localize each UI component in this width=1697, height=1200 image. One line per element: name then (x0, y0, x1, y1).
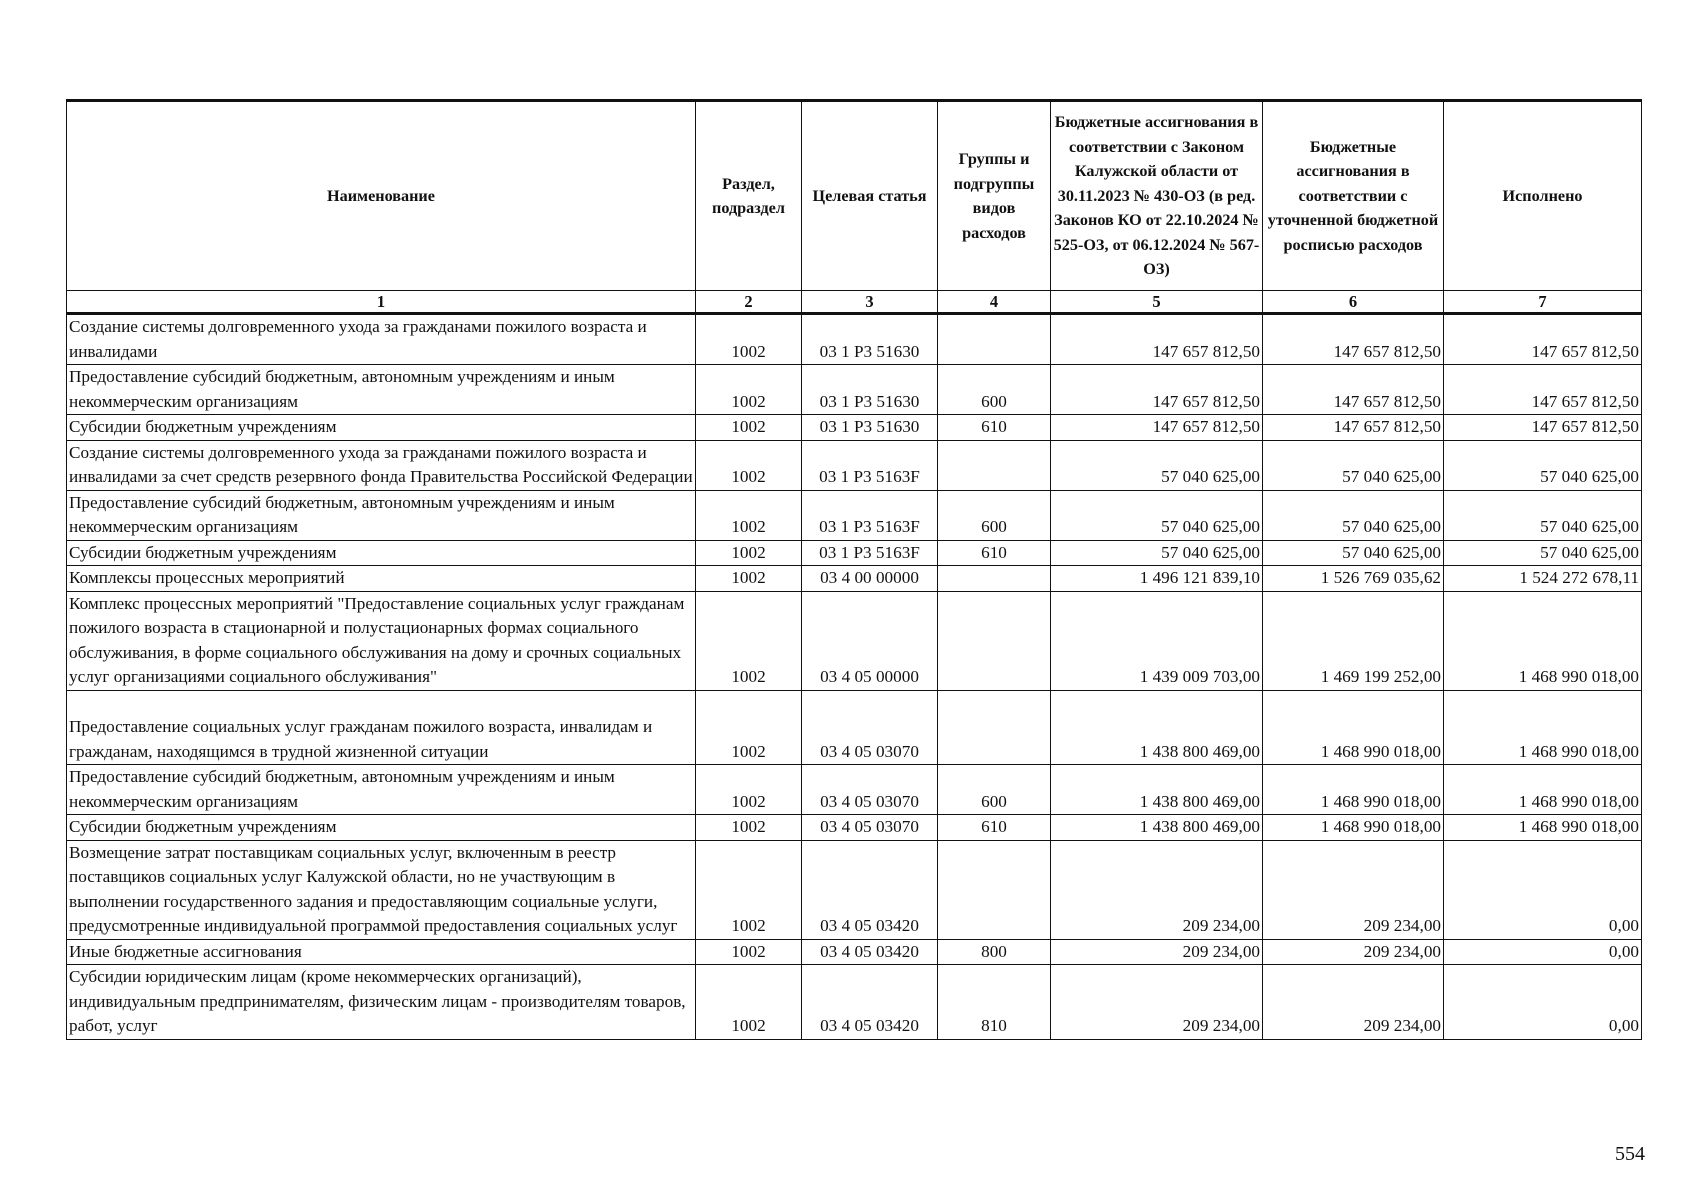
table-row (67, 765, 1642, 815)
row-refined-amount: 1 468 990 018,00 (1263, 765, 1444, 815)
row-executed-amount: 1 468 990 018,00 (1444, 591, 1642, 690)
row-name: Предоставление субсидий бюджетным, автономным учреждениям и иным некоммерческим организациям (67, 490, 696, 540)
column-number-row (67, 291, 1642, 314)
row-target: 03 1 Р3 5163F (802, 440, 938, 490)
row-group (938, 440, 1051, 490)
row-group: 600 (938, 365, 1051, 415)
row-law-amount: 57 040 625,00 (1051, 540, 1263, 566)
row-name: Комплексы процессных мероприятий (67, 566, 696, 592)
row-target: 03 4 05 03420 (802, 840, 938, 939)
blank-line (69, 691, 693, 716)
table-row (67, 566, 1642, 592)
row-target: 03 4 05 03070 (802, 765, 938, 815)
row-group (938, 314, 1051, 365)
row-section: 1002 (696, 765, 802, 815)
table-row (67, 540, 1642, 566)
table-row (67, 965, 1642, 1040)
row-law-amount: 57 040 625,00 (1051, 440, 1263, 490)
row-executed-amount: 1 468 990 018,00 (1444, 690, 1642, 765)
table-row (67, 840, 1642, 939)
table-row (67, 591, 1642, 690)
row-executed-amount: 1 468 990 018,00 (1444, 765, 1642, 815)
row-group (938, 690, 1051, 765)
row-law-amount: 147 657 812,50 (1051, 415, 1263, 441)
row-name: Субсидии юридическим лицам (кроме некоммерческих организаций), индивидуальным предпринимателям, физическим лицам - производителям товаров, работ, услуг (67, 965, 696, 1040)
row-name: Субсидии бюджетным учреждениям (67, 540, 696, 566)
row-name: Субсидии бюджетным учреждениям (67, 415, 696, 441)
row-group: 610 (938, 540, 1051, 566)
table-row (67, 440, 1642, 490)
row-name: Предоставление субсидий бюджетным, автономным учреждениям и иным некоммерческим организациям (67, 765, 696, 815)
row-law-amount: 209 234,00 (1051, 939, 1263, 965)
row-law-amount: 1 438 800 469,00 (1051, 815, 1263, 841)
row-group: 800 (938, 939, 1051, 965)
column-number: 3 (802, 291, 938, 314)
table-row (67, 314, 1642, 365)
row-group: 610 (938, 815, 1051, 841)
row-executed-amount: 147 657 812,50 (1444, 314, 1642, 365)
row-law-amount: 57 040 625,00 (1051, 490, 1263, 540)
header-name: Наименование (67, 101, 696, 291)
row-name: Субсидии бюджетным учреждениям (67, 815, 696, 841)
row-section: 1002 (696, 490, 802, 540)
row-refined-amount: 1 468 990 018,00 (1263, 690, 1444, 765)
page-number: 554 (1615, 1143, 1645, 1165)
row-group: 600 (938, 490, 1051, 540)
row-refined-amount: 1 526 769 035,62 (1263, 566, 1444, 592)
row-target: 03 1 Р3 51630 (802, 314, 938, 365)
row-executed-amount: 57 040 625,00 (1444, 490, 1642, 540)
column-number: 5 (1051, 291, 1263, 314)
column-number: 2 (696, 291, 802, 314)
row-law-amount: 1 438 800 469,00 (1051, 765, 1263, 815)
row-name: Комплекс процессных мероприятий "Предоставление социальных услуг гражданам пожилого возраста в стационарной и полустационарных формах социального обслуживания, в форме социального обслуживания на дому и срочных социальных услуг организациями социального обслуживания" (67, 591, 696, 690)
budget-table (66, 99, 1642, 1040)
row-law-amount: 147 657 812,50 (1051, 314, 1263, 365)
row-refined-amount: 209 234,00 (1263, 840, 1444, 939)
row-group (938, 840, 1051, 939)
row-law-amount: 1 439 009 703,00 (1051, 591, 1263, 690)
header-section: Раздел, подраздел (696, 101, 802, 291)
column-number: 1 (67, 291, 696, 314)
row-refined-amount: 57 040 625,00 (1263, 540, 1444, 566)
column-number: 4 (938, 291, 1051, 314)
table-row (67, 815, 1642, 841)
row-refined-amount: 1 468 990 018,00 (1263, 815, 1444, 841)
row-executed-amount: 0,00 (1444, 939, 1642, 965)
row-name: Иные бюджетные ассигнования (67, 939, 696, 965)
row-refined-amount: 57 040 625,00 (1263, 440, 1444, 490)
row-refined-amount: 147 657 812,50 (1263, 415, 1444, 441)
row-name: Создание системы долговременного ухода за гражданами пожилого возраста и инвалидами (67, 314, 696, 365)
header-groups: Группы и подгруппы видов расходов (938, 101, 1051, 291)
row-section: 1002 (696, 591, 802, 690)
row-refined-amount: 209 234,00 (1263, 939, 1444, 965)
header-target: Целевая статья (802, 101, 938, 291)
row-executed-amount: 57 040 625,00 (1444, 440, 1642, 490)
table-row (67, 690, 1642, 765)
row-executed-amount: 0,00 (1444, 965, 1642, 1040)
row-group: 600 (938, 765, 1051, 815)
row-group: 610 (938, 415, 1051, 441)
row-section: 1002 (696, 314, 802, 365)
header-refined-allocations: Бюджетные ассигнования в соответствии с уточненной бюджетной росписью расходов (1263, 101, 1444, 291)
column-number: 7 (1444, 291, 1642, 314)
row-name-cell (67, 690, 696, 765)
row-group (938, 591, 1051, 690)
row-group (938, 566, 1051, 592)
row-executed-amount: 0,00 (1444, 840, 1642, 939)
row-refined-amount: 147 657 812,50 (1263, 365, 1444, 415)
row-executed-amount: 147 657 812,50 (1444, 415, 1642, 441)
row-section: 1002 (696, 566, 802, 592)
row-refined-amount: 57 040 625,00 (1263, 490, 1444, 540)
row-target: 03 4 05 00000 (802, 591, 938, 690)
table-row (67, 939, 1642, 965)
row-section: 1002 (696, 690, 802, 765)
table-row (67, 490, 1642, 540)
row-section: 1002 (696, 540, 802, 566)
row-section: 1002 (696, 840, 802, 939)
row-name: Возмещение затрат поставщикам социальных услуг, включенным в реестр поставщиков социальных услуг Калужской области, но не участвующим в выполнении государственного задания и предоставляющим социальные услуги, предусмотренные индивидуальной программой предоставления социальных услуг (67, 840, 696, 939)
row-law-amount: 147 657 812,50 (1051, 365, 1263, 415)
row-target: 03 4 05 03420 (802, 965, 938, 1040)
row-refined-amount: 209 234,00 (1263, 965, 1444, 1040)
row-section: 1002 (696, 939, 802, 965)
row-name: Предоставление субсидий бюджетным, автономным учреждениям и иным некоммерческим организациям (67, 365, 696, 415)
row-law-amount: 209 234,00 (1051, 840, 1263, 939)
row-law-amount: 1 496 121 839,10 (1051, 566, 1263, 592)
row-target: 03 1 Р3 5163F (802, 490, 938, 540)
row-section: 1002 (696, 415, 802, 441)
row-executed-amount: 1 524 272 678,11 (1444, 566, 1642, 592)
row-section: 1002 (696, 365, 802, 415)
row-law-amount: 1 438 800 469,00 (1051, 690, 1263, 765)
row-group: 810 (938, 965, 1051, 1040)
row-target: 03 1 Р3 5163F (802, 540, 938, 566)
row-refined-amount: 1 469 199 252,00 (1263, 591, 1444, 690)
row-section: 1002 (696, 815, 802, 841)
row-target: 03 4 05 03070 (802, 690, 938, 765)
table-row (67, 415, 1642, 441)
header-law-allocations: Бюджетные ассигнования в соответствии с Законом Калужской области от 30.11.2023 № 430-ОЗ (в ред. Законов КО от 22.10.2024 № 525-ОЗ, от 06.12.2024 № 567-ОЗ) (1051, 101, 1263, 291)
row-target: 03 1 Р3 51630 (802, 365, 938, 415)
row-name: Предоставление социальных услуг гражданам пожилого возраста, инвалидам и гражданам, находящимся в трудной жизненной ситуации (69, 717, 653, 761)
header-row (67, 101, 1642, 291)
row-name: Создание системы долговременного ухода за гражданами пожилого возраста и инвалидами за счет средств резервного фонда Правительства Российской Федерации (67, 440, 696, 490)
row-target: 03 4 05 03420 (802, 939, 938, 965)
column-number: 6 (1263, 291, 1444, 314)
row-section: 1002 (696, 965, 802, 1040)
row-target: 03 4 05 03070 (802, 815, 938, 841)
row-law-amount: 209 234,00 (1051, 965, 1263, 1040)
header-executed: Исполнено (1444, 101, 1642, 291)
row-executed-amount: 147 657 812,50 (1444, 365, 1642, 415)
table-row (67, 365, 1642, 415)
row-target: 03 1 Р3 51630 (802, 415, 938, 441)
row-executed-amount: 57 040 625,00 (1444, 540, 1642, 566)
row-section: 1002 (696, 440, 802, 490)
row-executed-amount: 1 468 990 018,00 (1444, 815, 1642, 841)
row-refined-amount: 147 657 812,50 (1263, 314, 1444, 365)
row-target: 03 4 00 00000 (802, 566, 938, 592)
